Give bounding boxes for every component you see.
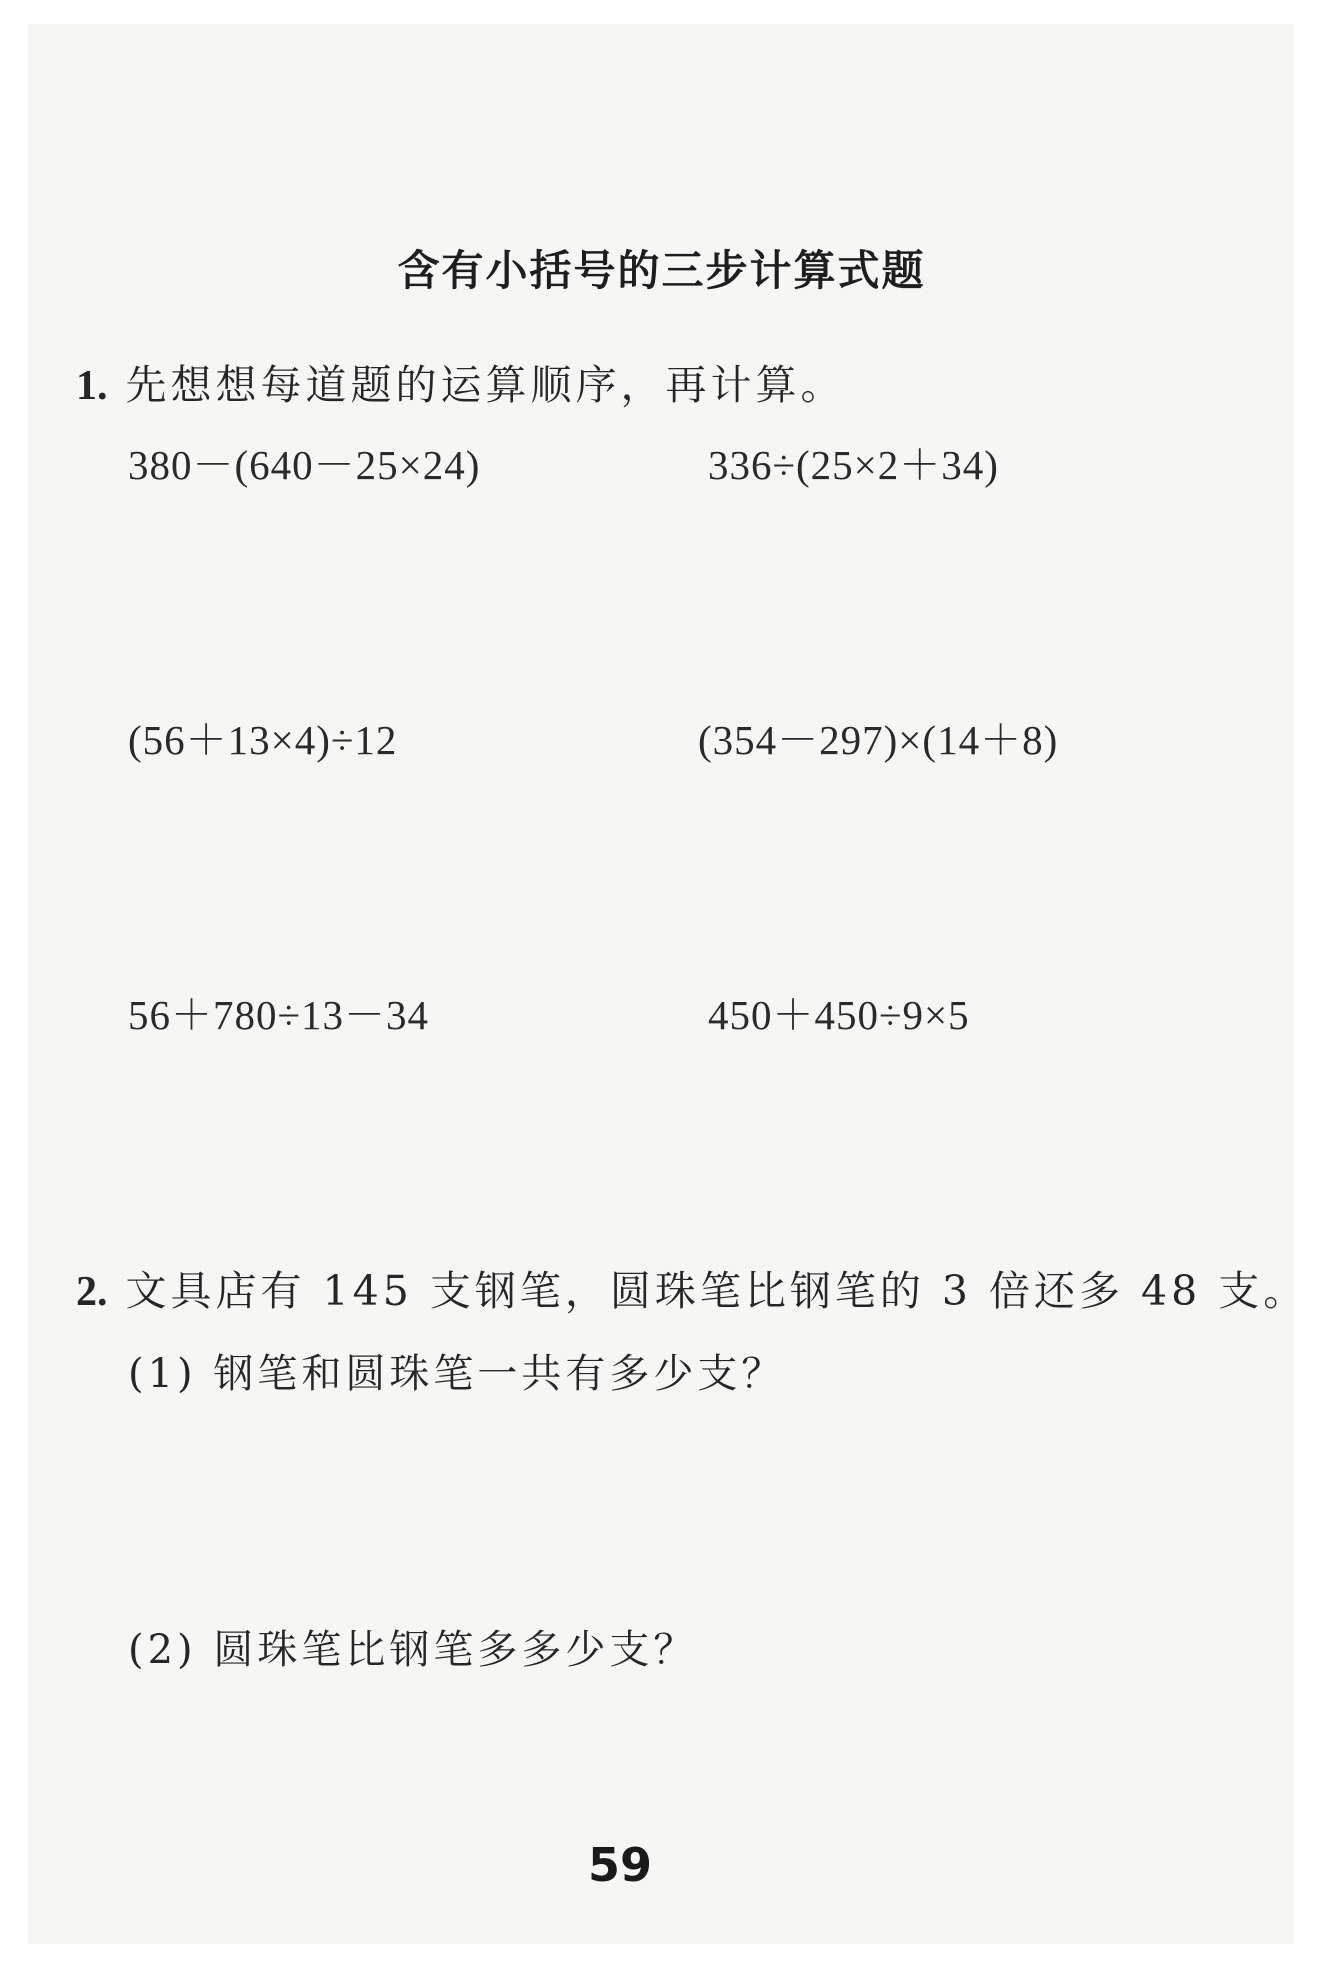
question-1-number: 1. bbox=[76, 363, 108, 409]
expression-5: 56＋780÷13－34 bbox=[128, 992, 430, 1038]
question-2-sub-2: (2) 圆珠笔比钢笔多多少支？ bbox=[128, 1627, 698, 1673]
question-1 bbox=[76, 352, 846, 411]
question-2-text: 文具店有 145 支钢笔，圆珠笔比钢笔的 3 倍还多 48 支。 bbox=[125, 1267, 1309, 1315]
expression-6: 450＋450÷9×5 bbox=[708, 992, 970, 1038]
expression-2: 336÷(25×2＋34) bbox=[708, 442, 999, 488]
expression-1: 380－(640－25×24) bbox=[128, 442, 481, 488]
expression-4: (354－297)×(14＋8) bbox=[698, 717, 1059, 763]
question-2-number: 2. bbox=[76, 1269, 108, 1315]
question-1-text: 先想想每道题的运算顺序，再计算。 bbox=[125, 361, 846, 409]
question-2-sub-1: (1) 钢笔和圆珠笔一共有多少支？ bbox=[128, 1351, 786, 1397]
expression-3: (56＋13×4)÷12 bbox=[128, 717, 398, 763]
page-title: 含有小括号的三步计算式题 bbox=[397, 246, 926, 295]
question-2 bbox=[76, 1258, 1308, 1317]
page-number: 59 bbox=[587, 1838, 652, 1892]
